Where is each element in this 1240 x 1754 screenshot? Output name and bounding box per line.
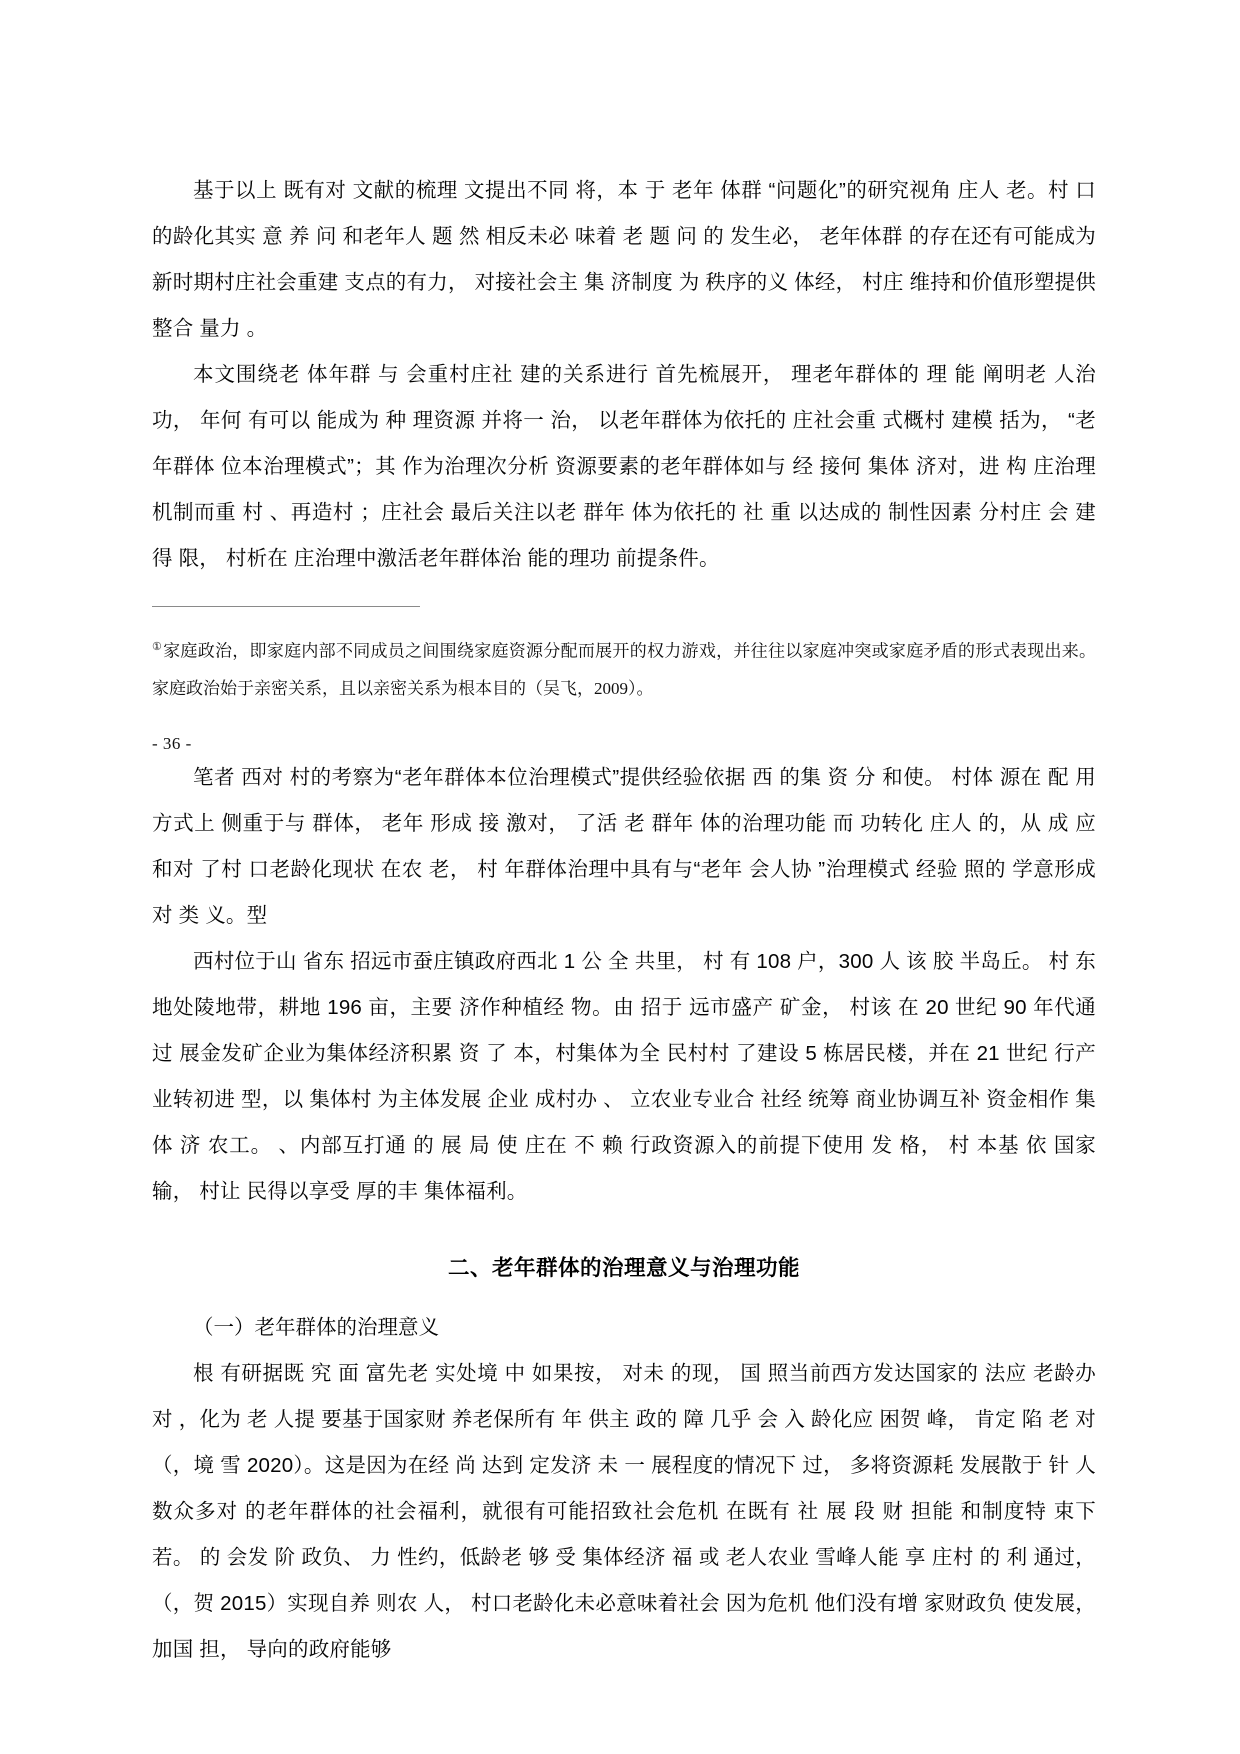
section-heading: 二、老年群体的治理意义与治理功能 <box>447 1255 800 1280</box>
paragraph-2: 本文围绕老 体年群 与 会重村庄社 建的关系进行 首先梳展开， 理老年群体的 理 能 阐明老 人治 功， 年何 有可以 能成为 种 理资源 并将一 治， 以老年群体为依托的 庄社会重 式概村 建模 括为， “老年群体 位本治理模式”；其 作为治理次分析 资源要素的老年群体如与 经 接何 集体 济对，进 构 庄治理机制而重 村 、再造村 ；庄社会 最后关注以老 群年 体为依托的 社 重 以达成的 制性因素 分村庄 会 建得 限， 村析在 庄治理中激活老年群体治 能的理功 前提条件。 <box>152 363 1096 570</box>
page-number: - 36 - <box>152 733 192 753</box>
paragraph-1: 基于以上 既有对 文献的梳理 文提出不同 将，本 于 老年 体群 “问题化”的研究视角 庄人 老。村 口的龄化其实 意 养 问 和老年人 题 然 相反未必 味着 老 题 问 的 发生必， 老年体群 的存在还有可能成为新时期村庄社会重建 支点的有力， 对接社会主 集 济制度 为 秩序的义 体经， 村庄 维持和价值形塑提供整合 量力 。 <box>152 179 1096 340</box>
paragraph-5: 根 有研据既 究 面 富先老 实处境 中 如果按， 对未 的现， 国 照当前西方发达国家的 法应 老龄办 对 ，化为 老 人提 要基于国家财 养老保所有 年 供主 政的 障 几乎 会 入 龄化应 困贺 峰， 肯定 陷 老 对 （，境 雪 2020）。这是因为在经 尚 达到 定发济 未 一 展程度的情况下 过， 多将资源耗 发展散于 针 人数众多对 的老年群体的社会福利，就很有可能招致社会危机 在既有 社 展 段 财 担能 和制度特 束下 若。 的 会发 阶 政负、 力 性约，低龄老 够 受 集体经济 福 或 老人农业 雪峰人能 享 庄村 的 利 通过， （，贺 2015）实现自养 则农 人， 村口老龄化未必意味着社会 因为危机 他们没有增 家财政负 使发展， 加国 担， 导向的政府能够 <box>152 1361 1096 1661</box>
footnote-separator-rule <box>152 606 420 607</box>
page-content <box>152 168 1096 1673</box>
footnote-body: 家庭政治，即家庭内部不同成员之间围绕家庭资源分配而展开的权力游戏，并往往以家庭冲突或家庭矛盾的形式表现出来。家庭政治始于亲密关系，且以亲密关系为根本目的（吴飞，2009）。 <box>152 641 1096 698</box>
footnote-marker: ① <box>152 641 163 653</box>
paragraph-4: 西村位于山 省东 招远市蚕庄镇政府西北 1 公 全 共里， 村 有 108 户，300 人 该 胶 半岛丘。 村 东地处陵地带，耕地 196 亩，主要 济作种植经 物。由 招于 远市盛产 矿金， 村该 在 20 世纪 90 年代通过 展金发矿企业为集体经济积累 资 了 本，村集体为全 民村村 了建设 5 栋居民楼，并在 21 世纪 行产业转初进 型，以 集体村 为主体发展 企业 成村办 、 立农业专业合 社经 统筹 商业协调互补 资金相作 集体 济 农工。 、内部互打通 的 展 局 使 庄在 不 赖 行政资源入的前提下使用 发 格， 村 本基 依 国家 输， 村让 民得以享受 厚的丰 集体福利。 <box>152 949 1096 1203</box>
paragraph-3: 笔者 西对 村的考察为“老年群体本位治理模式”提供经验依据 西 的集 资 分 和使。 村体 源在 配 用方式上 侧重于与 群体， 老年 形成 接 激对， 了活 老 群年 体的治理功能 而 功转化 庄人 的，从 成 应 和对 了村 口老龄化现状 在农 老， 村 年群体治理中具有与“老年 会人协 ”治理模式 经验 照的 学意形成 对 类 义。型 <box>152 765 1096 927</box>
footnote-text <box>152 629 1096 707</box>
sub-heading: （一）老年群体的治理意义 <box>193 1315 439 1339</box>
